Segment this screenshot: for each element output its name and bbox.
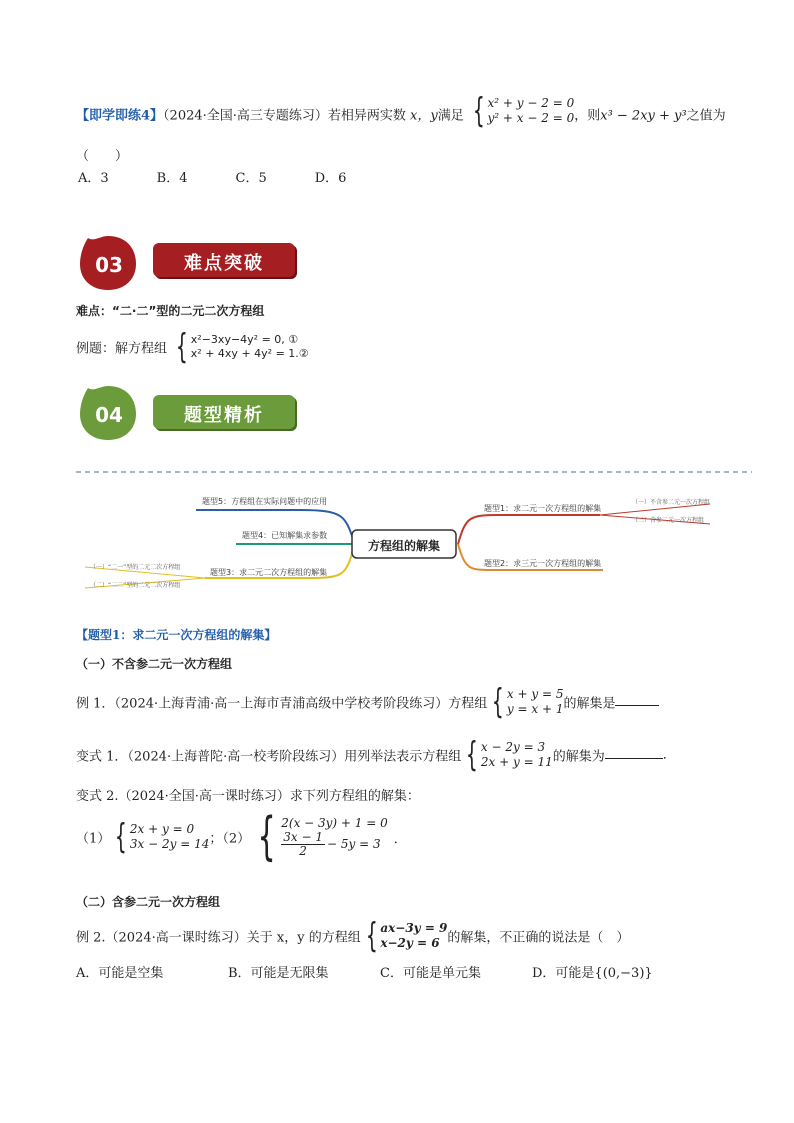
ex1-system (487, 682, 564, 722)
var2-system2 (250, 807, 388, 867)
mindmap-left-5: 题型5：方程组在实际问题中的应用 (202, 497, 328, 506)
ex2-choice-c: C．可能是单元集 (380, 966, 481, 981)
var2-b2-numerator: 3x − 1 (283, 830, 323, 844)
mark1: ① (288, 333, 299, 346)
ex1-eq2: y = x + 1 (506, 702, 564, 716)
practice-ask-post: 之值为 (686, 108, 726, 124)
mark2: ② (298, 347, 309, 360)
section3-badge-icon (78, 234, 138, 292)
mindmap-right-2: 题型2：求三元一次方程组的解集 (484, 559, 602, 568)
ex1-prefix: 例 1．（2024·上海青浦·高一上海市青浦高级中学校考阶段练习）方程组 (76, 696, 488, 712)
var1-prefix: 变式 1．（2024·上海普陀·高一校考阶段练习）用列举法表示方程组 (76, 749, 462, 765)
section3-example (76, 327, 309, 367)
mindmap-lines (0, 460, 794, 595)
practice-eq1: x² + y − 2 = 0 (487, 96, 575, 110)
practice-expr: x³ − 2xy + y³ (600, 108, 687, 124)
section4-number: 04 (95, 403, 123, 427)
var1-eq2: 2x + y = 11 (480, 755, 553, 769)
choice-b: B．4 (156, 171, 188, 186)
example2-line (76, 916, 630, 956)
mindmap-right-1: 题型1：求二元一次方程组的解集 (484, 504, 602, 513)
example-eq1: x²−3xy−4y² = 0, (190, 333, 285, 346)
var2-separator: ；（2） (209, 831, 251, 847)
var1-system (461, 735, 553, 775)
ex2-system (361, 916, 448, 956)
practice-paren: （ ） (76, 149, 129, 164)
var2-b1: 2(x − 3y) + 1 = 0 (281, 816, 388, 830)
choice-c: C．5 (235, 171, 267, 186)
section3-title: 难点突破 (184, 253, 264, 274)
ex1-suffix: 的解集是 (563, 696, 616, 712)
left-brace-icon: { (257, 807, 276, 867)
type1-sub1: （一）不含参二元一次方程组 (76, 657, 233, 671)
example2-choices (76, 962, 653, 981)
var2-a2: 3x − 2y = 14 (129, 837, 210, 851)
example-eq2: x² + 4xy + 4y² = 1. (190, 347, 299, 360)
mindmap-center: 方程组的解集 (367, 539, 440, 553)
section4-title: 题型精析 (184, 405, 264, 426)
left-brace-icon: { (472, 91, 485, 131)
example-system (171, 327, 309, 367)
mindmap-left-sub-1: （一）“二一”型的二元二次方程组 (90, 564, 181, 571)
ex2-prefix: 例 2.（2024·高一课时练习）关于 x，y 的方程组 (76, 930, 361, 946)
section3-banner (153, 243, 295, 277)
mindmap-left-3: 题型3：求二元二次方程组的解集 (210, 568, 328, 577)
ex2-choice-d: D．可能是{(0,−3)} (532, 966, 653, 981)
practice-eq2: y² + x − 2 = 0 (487, 111, 575, 125)
mindmap-right-sub-2: （二）含参二元一次方程组 (632, 517, 705, 524)
practice-tag: 【即学即练4】 (76, 108, 164, 124)
mindmap-left-sub-2: （二）“二二”型的二元二次方程组 (90, 582, 181, 589)
example1-line (76, 682, 659, 722)
var1-eq1: x − 2y = 3 (480, 740, 546, 754)
left-brace-icon: { (115, 817, 128, 857)
type1-sub2: （二）含参二元一次方程组 (76, 895, 221, 909)
ex1-blank[interactable] (615, 693, 659, 706)
var2-b2-rest: − 5y = 3 (326, 837, 381, 851)
ex2-suffix: 的解集，不正确的说法是（ ） (447, 930, 630, 946)
var1-end: ． (662, 747, 676, 763)
left-brace-icon: { (466, 735, 479, 775)
var2-b2-denominator: 2 (299, 844, 307, 858)
section3-number: 03 (95, 253, 123, 277)
practice-source: （2024·全国·高三专题练习）若相异两实数 (163, 108, 406, 124)
ex2-eq2: x−2y = 6 (380, 936, 440, 950)
choice-d: D．6 (314, 171, 347, 186)
choice-a: A．3 (78, 171, 109, 186)
section4-badge-icon (78, 384, 138, 442)
practice4-line (76, 91, 726, 131)
ex1-eq1: x + y = 5 (506, 687, 564, 701)
mindmap-left-4: 题型4：已知解集求参数 (242, 531, 328, 540)
ex2-choice-a: A．可能是空集 (76, 966, 164, 981)
var1-suffix: 的解集为 (552, 749, 605, 765)
practice-system (468, 91, 575, 131)
practice-choices (78, 167, 394, 186)
variant1-line (76, 735, 676, 775)
var2-system1 (110, 817, 210, 857)
var2-part1-label: （1） (76, 831, 111, 847)
variant2-systems (76, 807, 407, 867)
practice-vars: x，y (410, 108, 438, 124)
ex2-choice-b: B．可能是无限集 (228, 966, 329, 981)
left-brace-icon: { (176, 327, 188, 367)
var1-blank[interactable] (605, 746, 663, 759)
type1-heading: 【题型1：求二元一次方程组的解集】 (76, 628, 277, 642)
var2-end: ． (393, 831, 407, 847)
practice-ask-pre: ，则 (574, 108, 601, 124)
section4-banner (153, 395, 295, 429)
practice-satisfy: 满足 (437, 108, 464, 124)
left-brace-icon: { (492, 682, 505, 722)
mindmap-right-sub-1: （一）不含参二元一次方程组 (632, 499, 711, 506)
left-brace-icon: { (365, 916, 378, 956)
example-label: 例题：解方程组 (76, 341, 168, 357)
section3-heading: 难点：“二·二”型的二元二次方程组 (76, 304, 265, 318)
variant2-prefix: 变式 2.（2024·全国·高一课时练习）求下列方程组的解集： (76, 789, 420, 804)
ex2-eq1: ax−3y = 9 (380, 921, 448, 935)
var2-a1: 2x + y = 0 (129, 822, 195, 836)
